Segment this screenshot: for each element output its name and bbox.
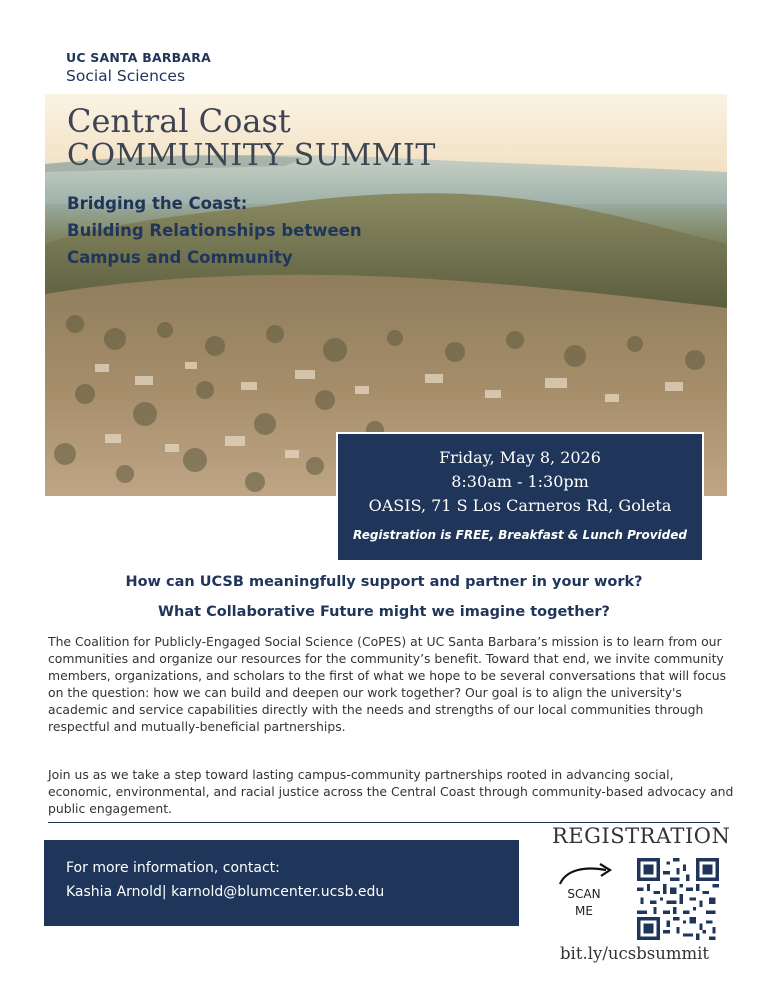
- body-paragraph-join: Join us as we take a step toward lasting campus-community partnerships rooted in advancing social, economic, environmental, and racial justice across the Central Coast through community-based advocacy and public engagement.: [48, 767, 734, 816]
- question-future: What Collaborative Future might we imagine together?: [158, 604, 610, 620]
- hero-title-line1: Central Coast: [67, 102, 291, 140]
- event-date: Friday, May 8, 2026: [439, 448, 601, 467]
- contact-box: [44, 840, 519, 926]
- event-time: 8:30am - 1:30pm: [451, 472, 589, 491]
- hero-subtitle-line2: Building Relationships between: [67, 221, 362, 240]
- curved-arrow-icon: [556, 862, 616, 888]
- scan-me-label: SCAN ME: [567, 887, 601, 918]
- brand-unit: Social Sciences: [66, 67, 186, 85]
- brand-university: UC SANTA BARBARA: [66, 50, 211, 65]
- hero-subtitle-line1: Bridging the Coast:: [67, 194, 248, 213]
- registration-url[interactable]: bit.ly/ucsbsummit: [560, 944, 710, 963]
- hero-subtitle: [67, 190, 362, 271]
- hero-subtitle-line3: Campus and Community: [67, 248, 293, 267]
- body-paragraph-mission: The Coalition for Publicly-Engaged Social Science (CoPES) at UC Santa Barbara’s mission is to learn from our communities and organize our resources for the community’s benefit. Toward that end, we invite community members, organizations, and scholars to the first of what we hope to be several conversations that will focus on the question: how we can build and deepen our work together? Our goal is to align the university's academic and service capabilities directly with the needs and strengths of our local communities through respectful and mutually-beneficial partnerships.: [48, 634, 727, 734]
- contact-heading: For more information, contact:: [66, 860, 280, 876]
- brand-logo: [66, 50, 211, 85]
- contact-details[interactable]: Kashia Arnold| karnold@blumcenter.ucsb.edu: [66, 884, 385, 900]
- section-divider: [48, 822, 720, 823]
- qr-code-icon[interactable]: [637, 858, 719, 940]
- question-support: How can UCSB meaningfully support and partner in your work?: [125, 574, 643, 590]
- registration-title: REGISTRATION: [552, 824, 731, 848]
- hero-title-line2: COMMUNITY SUMMIT: [67, 138, 436, 173]
- event-registration-note: Registration is FREE, Breakfast & Lunch Provided: [353, 528, 687, 542]
- event-location: OASIS, 71 S Los Carneros Rd, Goleta: [368, 496, 672, 515]
- event-details-box: [336, 432, 704, 562]
